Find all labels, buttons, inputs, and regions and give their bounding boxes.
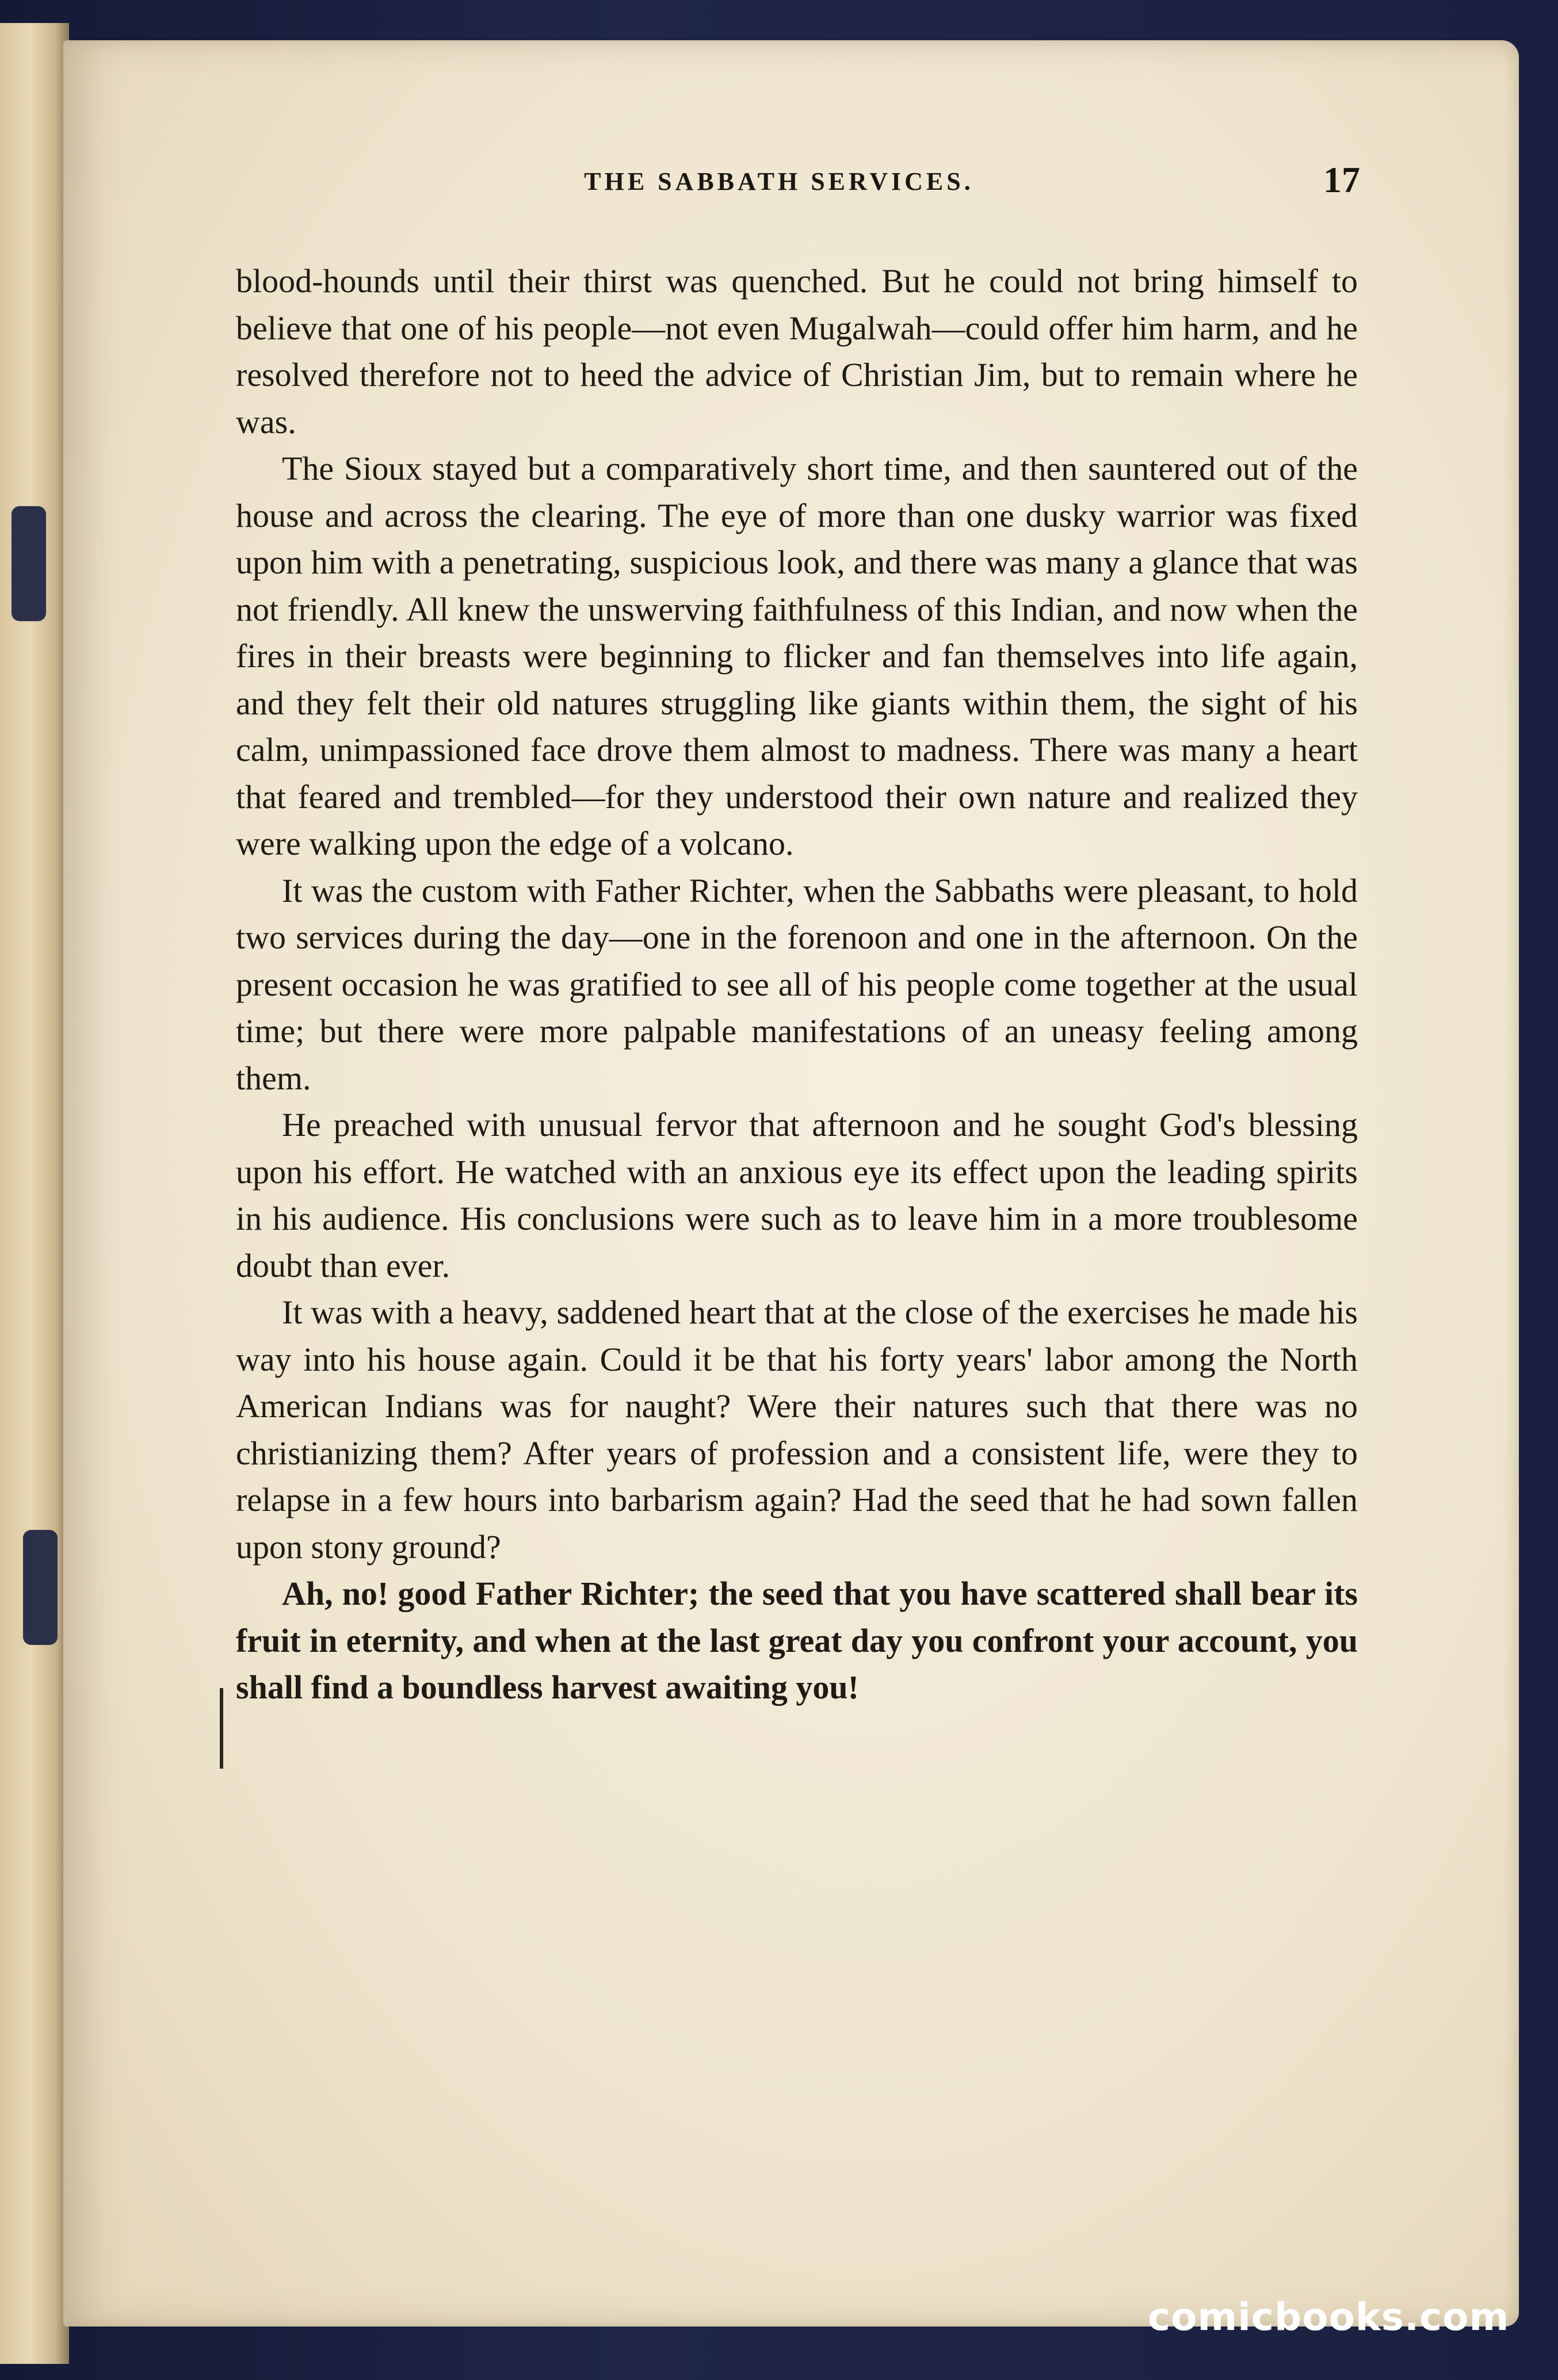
paragraph: blood-hounds until their thirst was quenched. But he could not bring himself to believe that one of his people—not even Mugalwah—could offer him harm, and he resolved therefore not to heed the advice of Christian Jim, but to remain where he was. [236, 262, 1358, 441]
paragraph: He preached with unusual fervor that afternoon and he sought God's blessing upon his effort. He watched with an anxious eye its effect upon the leading spirits in his audience. His conclusions were such as to leave him in a more troublesome doubt than ever. [236, 1106, 1358, 1284]
body-text [236, 258, 1358, 1711]
paragraph: The Sioux stayed but a comparatively short time, and then sauntered out of the house and across the clearing. The eye of more than one dusky warrior was fixed upon him with a penetrating, suspicious look, and there was many a glance that was not friendly. All knew the unswerving faithfulness of this Indian, and now when the fires in their breasts were beginning to flicker and fan themselves into life again, and they felt their old natures struggling like giants within them, the sight of his calm, unimpassioned face drove them almost to madness. There was many a heart that feared and trembled—for they understood their own nature and realized they were walking upon the edge of a volcano. [236, 450, 1358, 862]
binding-thread-lower [23, 1530, 58, 1645]
margin-pencil-mark [220, 1688, 223, 1769]
page-number: 17 [1323, 159, 1360, 200]
binding-thread-upper [12, 506, 46, 621]
running-head: THE SABBATH SERVICES. [584, 167, 974, 196]
book-spine-edge [0, 23, 69, 2364]
paragraph: It was the custom with Father Richter, when the Sabbaths were pleasant, to hold two services during the day—one in the forenoon and one in the afternoon. On the present occasion he was gratified to see all of his people come together at the usual time; but there were more palpable manifestations of an uneasy feeling among them. [236, 871, 1358, 1097]
paragraph: Ah, no! good Father Richter; the seed that you have scattered shall bear its fruit in eternity, and when at the last great day you confront your account, you shall find a boundless harvest awaiting you! [236, 1575, 1358, 1706]
paragraph: It was with a heavy, saddened heart that at the close of the exercises he made his way into his house again. Could it be that his forty years' labor among the North American Indians was for naught? Were their natures such that there was no christianizing them? After years of profession and a consistent life, were they to relapse in a few hours into barbarism again? Had the seed that he had sown fallen upon stony ground? [236, 1294, 1358, 1566]
watermark: comicbooks.com [1148, 2295, 1510, 2339]
